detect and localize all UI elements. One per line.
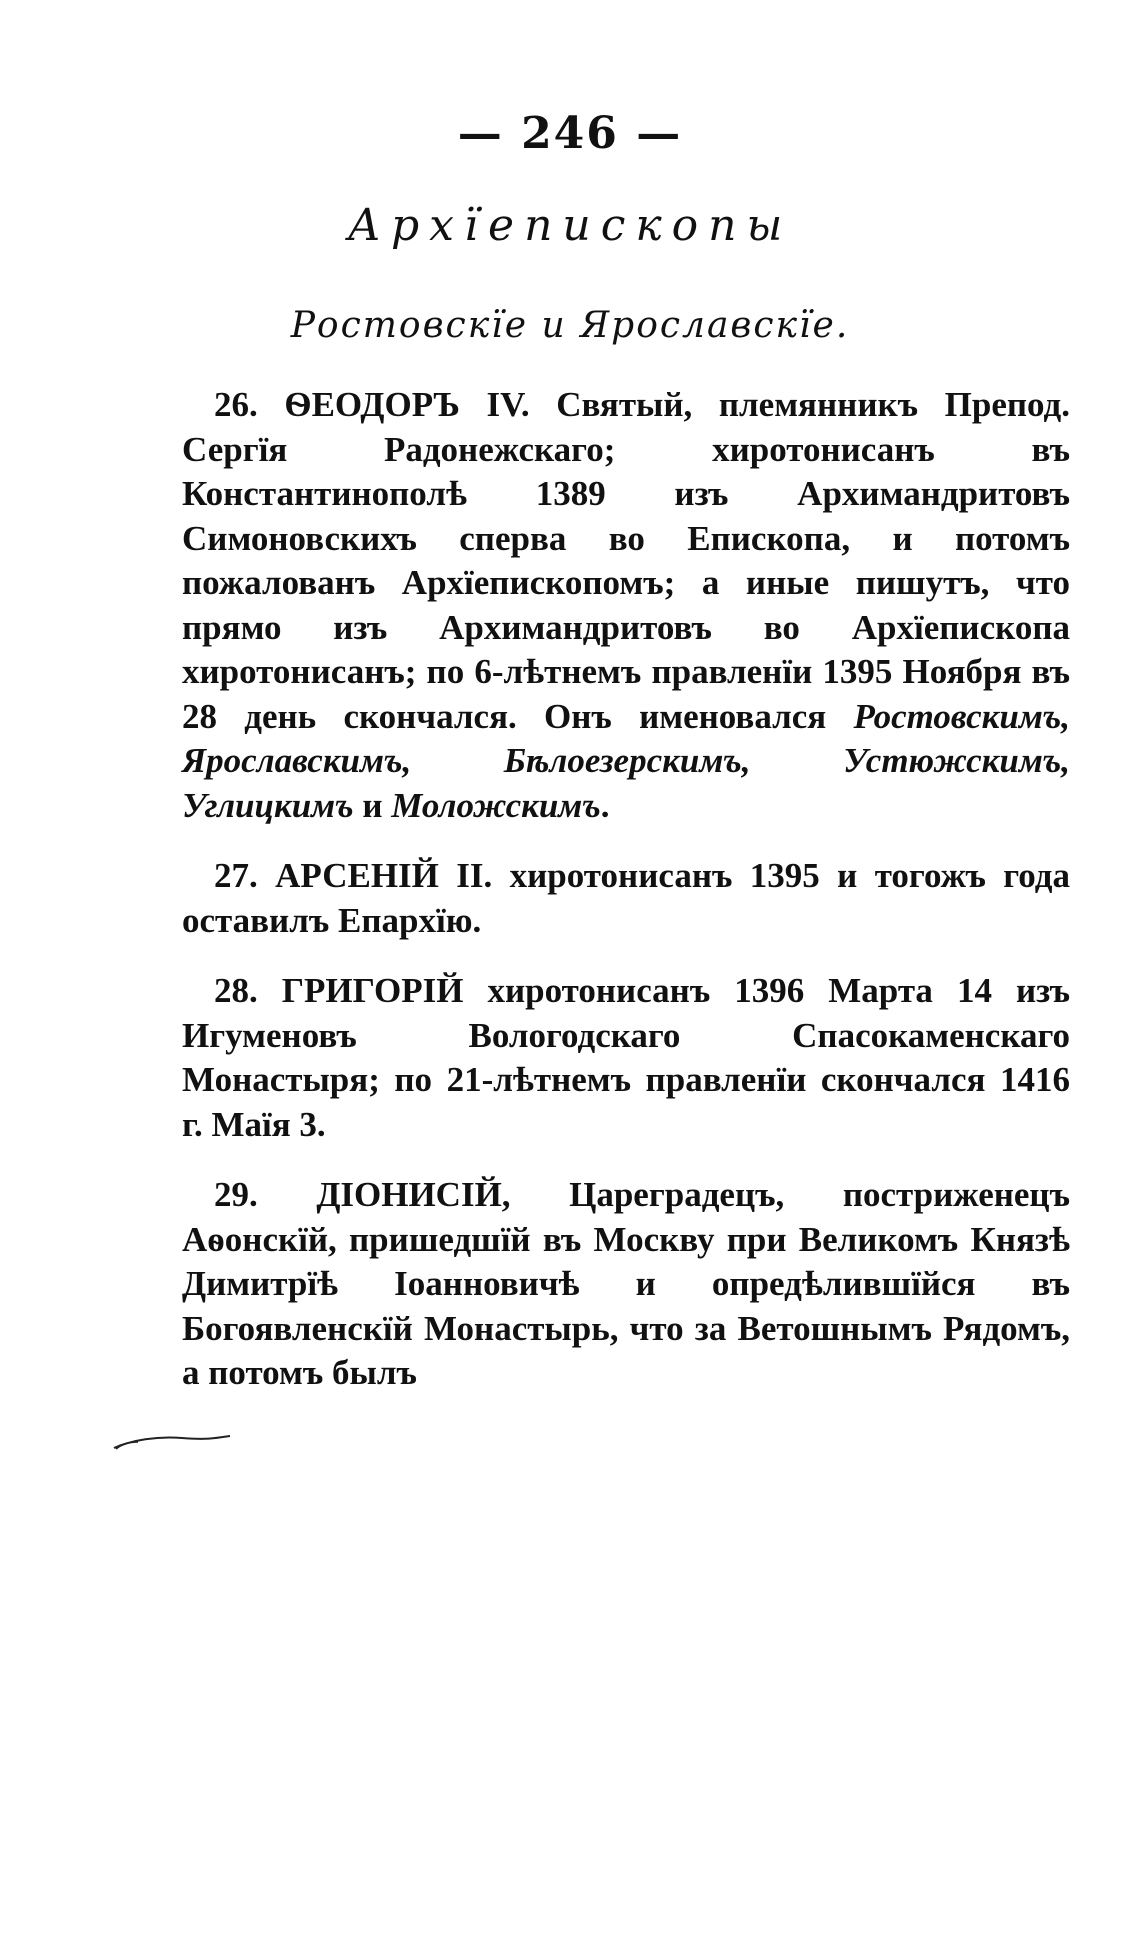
page-number: — 246 — (457, 108, 683, 159)
entry-26-titles: Ростовскимъ, Ярославскимъ, Бѣлоезерскимъ, Устюжскимъ, Углицкимъ (182, 696, 1070, 825)
body-text (182, 383, 1070, 1422)
entry-26 (182, 383, 1070, 828)
entry-26-last-title: Моложскимъ (391, 785, 601, 825)
entry-26-end: . (600, 785, 610, 825)
entry-26-text: 26. ѲЕОДОРЪ IV. Святый, племянникъ Препод. Сергїя Радонежскаго; хиротонисанъ въ Константинополѣ 1389 изъ Архимандритовъ Симоновскихъ сперва во Епископа, и потомъ пожалованъ Архїепископомъ; а иные пишутъ, что прямо изъ Архимандритовъ во Архїепископа хиротонисанъ; по 6-лѣтнемъ правленїи 1395 Ноября въ 28 день скончался. Онъ именовался (182, 385, 1070, 736)
entry-29: 29. ДIОНИСIЙ, Цареградецъ, постриженецъ Аѳонскїй, пришедшїй въ Москву при Великомъ Князѣ Димитрїѣ Іоанновичѣ и опредѣлившїйся въ Богоявленскїй Монастырь, что за Ветошнымъ Рядомъ, а потомъ былъ (182, 1175, 1070, 1392)
entry-27: 27. АРСЕНIЙ II. хиротонисанъ 1395 и тогожъ года оставилъ Епархїю. (182, 856, 1070, 940)
section-subheading: Ростовскїе и Ярославскїе. (290, 305, 850, 346)
pen-margin-mark (112, 1430, 232, 1452)
entry-26-conjunction: и (353, 785, 392, 825)
entry-28: 28. ГРИГОРIЙ хиротонисанъ 1396 Марта 14 изъ Игуменовъ Вологодскаго Спасокаменскаго Монастыря; по 21-лѣтнемъ правленїи скончался 1416 г. Маїя 3. (182, 971, 1070, 1144)
section-heading: Архїепископы (347, 200, 793, 251)
